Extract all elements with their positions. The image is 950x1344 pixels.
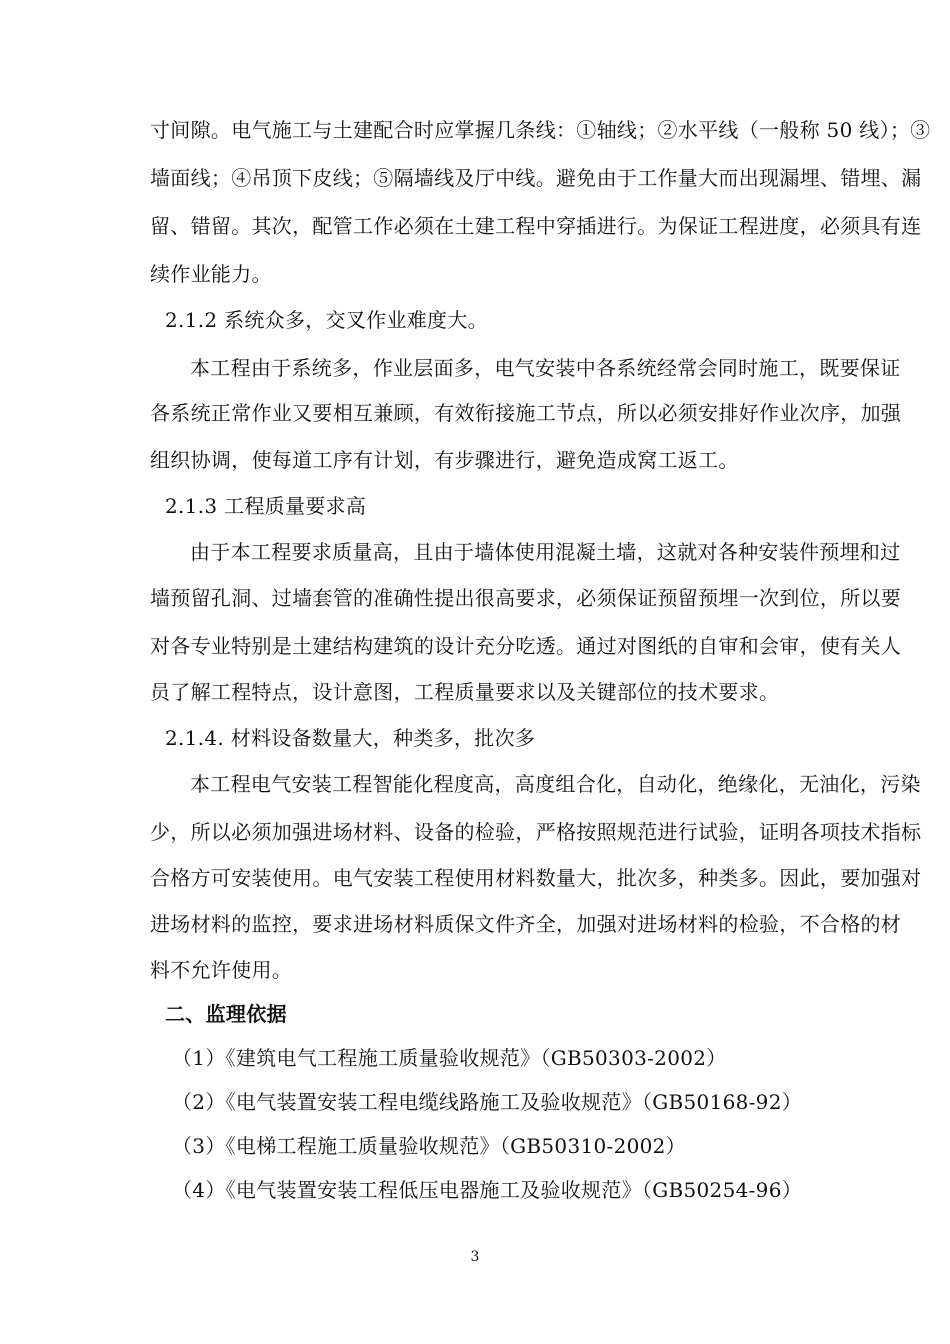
paragraph-line: 合格方可安装使用。电气安装工程使用材料数量大，批次多，种类多。因此，要加强对 (150, 866, 922, 890)
subsection-heading-2-1-3: 2.1.3 工程质量要求高 (165, 494, 367, 518)
page-number: 3 (470, 1249, 480, 1265)
reference-item: （4）《电气装置安装工程低压电器施工及验收规范》（GB50254-96） (172, 1178, 803, 1202)
paragraph-line: 各系统正常作业又要相互兼顾，有效衔接施工节点，所以必须安排好作业次序，加强 (150, 401, 902, 425)
paragraph-line: 进场材料的监控，要求进场材料质保文件齐全，加强对进场材料的检验，不合格的材 (150, 912, 902, 936)
paragraph-line: 留、错留。其次，配管工作必须在土建工程中穿插进行。为保证工程进度，必须具有连 (150, 214, 922, 238)
paragraph-line: 员了解工程特点，设计意图，工程质量要求以及关键部位的技术要求。 (150, 680, 780, 704)
paragraph-line: 续作业能力。 (150, 262, 272, 286)
paragraph-line: 料不允许使用。 (150, 958, 293, 982)
paragraph-line: 组织协调，使每道工序有计划，有步骤进行，避免造成窝工返工。 (150, 448, 739, 472)
section-heading: 二、监理依据 (165, 1002, 287, 1026)
subsection-heading-2-1-4: 2.1.4. 材料设备数量大，种类多，批次多 (165, 726, 536, 750)
reference-item: （1）《建筑电气工程施工质量验收规范》（GB50303-2002） (172, 1046, 727, 1070)
paragraph-line: 少，所以必须加强进场材料、设备的检验，严格按照规范进行试验，证明各项技术指标 (150, 820, 922, 844)
paragraph-line: 由于本工程要求质量高，且由于墙体使用混凝土墙，这就对各种安装件预埋和过 (190, 540, 901, 564)
paragraph-line: 本工程电气安装工程智能化程度高，高度组合化，自动化，绝缘化，无油化，污染 (190, 772, 921, 796)
paragraph-line: 寸间隙。电气施工与土建配合时应掌握几条线：①轴线；②水平线（一般称 50 线）；③ (150, 118, 931, 142)
subsection-heading-2-1-2: 2.1.2 系统众多，交叉作业难度大。 (165, 308, 488, 332)
paragraph-line: 墙面线；④吊顶下皮线；⑤隔墙线及厅中线。避免由于工作量大而出现漏埋、错埋、漏 (150, 166, 922, 190)
paragraph-line: 本工程由于系统多，作业层面多，电气安装中各系统经常会同时施工，既要保证 (190, 356, 901, 380)
paragraph-line: 墙预留孔洞、过墙套管的准确性提出很高要求，必须保证预留预埋一次到位，所以要 (150, 586, 902, 610)
paragraph-line: 对各专业特别是土建结构建筑的设计充分吃透。通过对图纸的自审和会审，使有关人 (150, 634, 902, 658)
reference-item: （3）《电梯工程施工质量验收规范》（GB50310-2002） (172, 1134, 686, 1158)
reference-item: （2）《电气装置安装工程电缆线路施工及验收规范》（GB50168-92） (172, 1090, 803, 1114)
